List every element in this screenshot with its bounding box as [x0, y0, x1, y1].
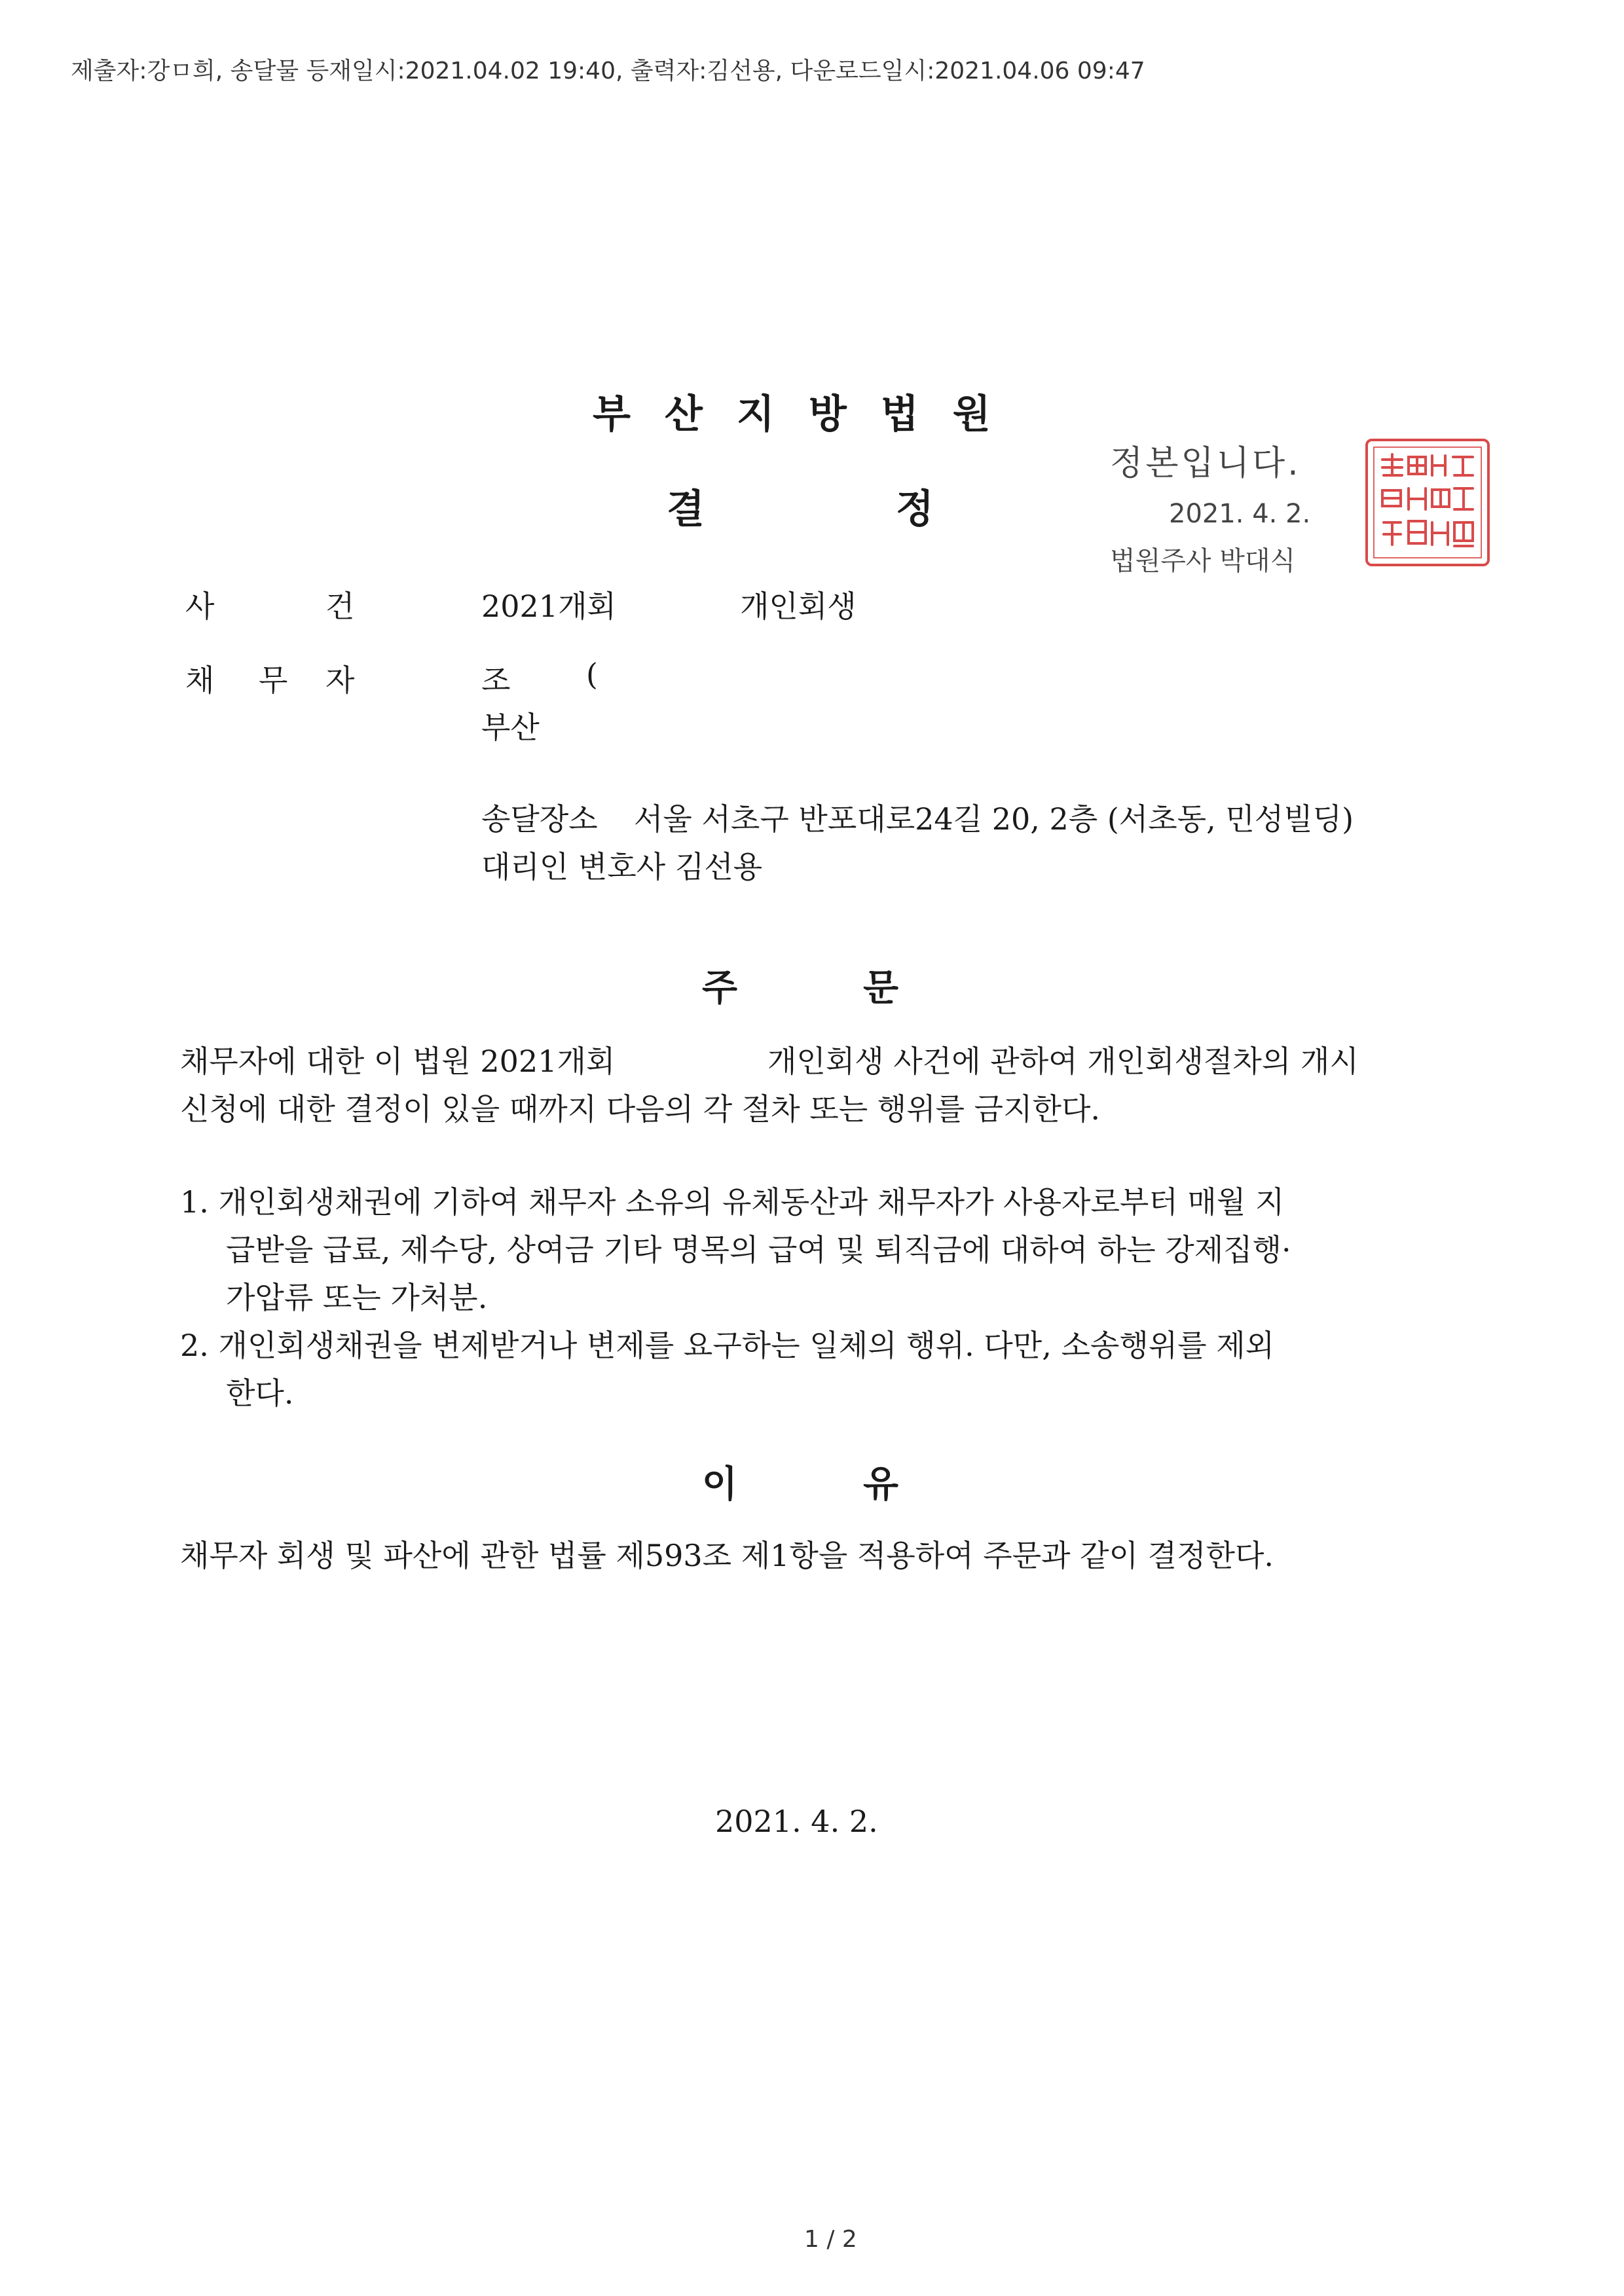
order-line-1b: 개인회생 사건에 관하여 개인회생절차의 개시 — [767, 1044, 1359, 1079]
case-type: 개인회생 — [740, 589, 857, 624]
case-label-2: 건 — [325, 589, 355, 624]
service-address: 서울 서초구 반포대로24길 20, 2층 (서초동, 민성빌딩) — [634, 801, 1354, 837]
debtor-name: 조 — [481, 663, 511, 698]
page-indicator: 1 / 2 — [804, 2226, 857, 2253]
submission-info: 제출자:강ㅁ희, 송달물 등재일시:2021.04.02 19:40, 출력자:김선용, 다운로드일시:2021.04.06 09:47 — [71, 58, 1145, 84]
reason-heading-left: 이 — [702, 1463, 738, 1506]
reason-text: 채무자 회생 및 파산에 관한 법률 제593조 제1항을 적용하여 주문과 같이 결정한다. — [180, 1538, 1274, 1573]
doc-type-right: 정 — [896, 486, 934, 532]
debtor-label-3: 자 — [325, 663, 355, 698]
debtor-paren: ( — [586, 657, 598, 692]
court-seal — [1365, 439, 1490, 566]
order-item-1-line-3: 가압류 또는 가처분. — [226, 1280, 488, 1315]
clerk-name: 법원주사 박대식 — [1110, 546, 1296, 576]
certification-date: 2021. 4. 2. — [1169, 499, 1311, 529]
debtor-label-1: 채 — [185, 663, 215, 698]
seal-glyphs-icon — [1368, 441, 1492, 569]
agent: 대리인 변호사 김선용 — [481, 849, 763, 884]
reason-heading-right: 유 — [863, 1463, 899, 1506]
doc-type-left: 결 — [667, 486, 705, 532]
order-item-1-line-1: 1. 개인회생채권에 기하여 채무자 소유의 유체동산과 채무자가 사용자로부터 매월 지 — [180, 1184, 1285, 1220]
certification-text: 정본입니다. — [1110, 444, 1301, 483]
order-line-1a: 채무자에 대한 이 법원 2021개회 — [180, 1044, 616, 1079]
case-label-1: 사 — [185, 589, 215, 624]
case-number: 2021개회 — [481, 589, 616, 624]
order-item-1-line-2: 급받을 급료, 제수당, 상여금 기타 명목의 급여 및 퇴직금에 대하여 하는 강제집행· — [226, 1232, 1291, 1267]
order-line-2: 신청에 대한 결정이 있을 때까지 다음의 각 절차 또는 행위를 금지한다. — [180, 1091, 1101, 1127]
order-heading-right: 문 — [863, 967, 899, 1010]
court-name: 부산지방법원 — [593, 392, 1025, 437]
order-item-2-line-1: 2. 개인회생채권을 변제받거나 변제를 요구하는 일체의 행위. 다만, 소송행위를 제외 — [180, 1328, 1275, 1363]
debtor-address: 부산 — [481, 710, 540, 745]
order-heading-left: 주 — [702, 967, 738, 1010]
debtor-label-2: 무 — [259, 663, 288, 698]
service-label: 송달장소 — [481, 801, 598, 837]
order-item-2-line-2: 한다. — [226, 1376, 294, 1411]
decision-date: 2021. 4. 2. — [715, 1804, 878, 1839]
